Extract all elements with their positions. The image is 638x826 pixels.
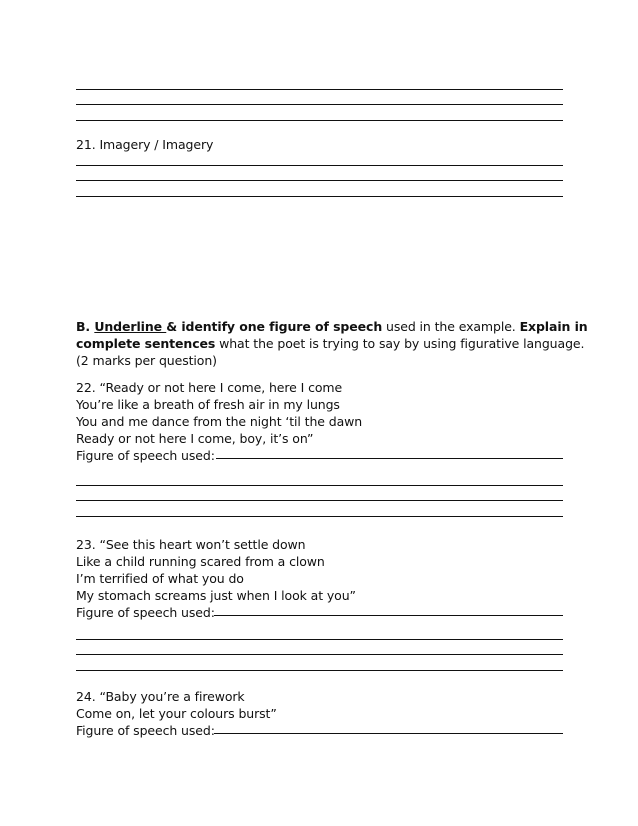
- explain-in-text: Explain in: [519, 319, 588, 334]
- question-24-line: 24. “Baby you’re a firework: [76, 689, 245, 704]
- answer-line[interactable]: [76, 670, 563, 671]
- section-b-instructions-line-2: [76, 335, 584, 352]
- question-23-line: Like a child running scared from a clown: [76, 554, 325, 569]
- identify-instruction: & identify one figure of speech: [166, 319, 383, 334]
- answer-line[interactable]: [76, 500, 563, 501]
- poet-intent-text: what the poet is trying to say by using figurative language.: [215, 336, 585, 351]
- question-22-line: You’re like a breath of fresh air in my lungs: [76, 397, 340, 412]
- figure-of-speech-answer-24[interactable]: [214, 733, 563, 734]
- answer-line[interactable]: [76, 104, 563, 105]
- answer-line[interactable]: [76, 639, 563, 640]
- marks-note: (2 marks per question): [76, 353, 217, 368]
- question-23-line: I’m terrified of what you do: [76, 571, 244, 586]
- complete-sentences-text: complete sentences: [76, 336, 216, 351]
- figure-of-speech-label-23: Figure of speech used:: [76, 605, 215, 620]
- section-b-instructions-line-1: [76, 318, 588, 335]
- question-23-line: 23. “See this heart won’t settle down: [76, 537, 306, 552]
- figure-of-speech-answer-22[interactable]: [216, 458, 563, 459]
- question-22-line: Ready or not here I come, boy, it’s on”: [76, 431, 314, 446]
- section-b-prefix: B.: [76, 319, 95, 334]
- question-22-line: 22. “Ready or not here I come, here I come: [76, 380, 343, 395]
- figure-of-speech-answer-23[interactable]: [214, 615, 563, 616]
- answer-line[interactable]: [76, 654, 563, 655]
- answer-line[interactable]: [76, 165, 563, 166]
- question-24-line: Come on, let your colours burst”: [76, 706, 277, 721]
- figure-of-speech-label-22: Figure of speech used:: [76, 448, 215, 463]
- question-22-line: You and me dance from the night ‘til the dawn: [76, 414, 363, 429]
- figure-of-speech-label-24: Figure of speech used:: [76, 723, 215, 738]
- answer-line[interactable]: [76, 120, 563, 121]
- answer-line[interactable]: [76, 485, 563, 486]
- answer-line[interactable]: [76, 180, 563, 181]
- used-in-text: used in the example.: [382, 319, 520, 334]
- answer-line[interactable]: [76, 196, 563, 197]
- question-21-label: 21. Imagery / Imagery: [76, 137, 214, 152]
- answer-line[interactable]: [76, 516, 563, 517]
- answer-line[interactable]: [76, 89, 563, 90]
- question-23-line: My stomach screams just when I look at you”: [76, 588, 356, 603]
- underline-keyword: Underline: [94, 319, 167, 334]
